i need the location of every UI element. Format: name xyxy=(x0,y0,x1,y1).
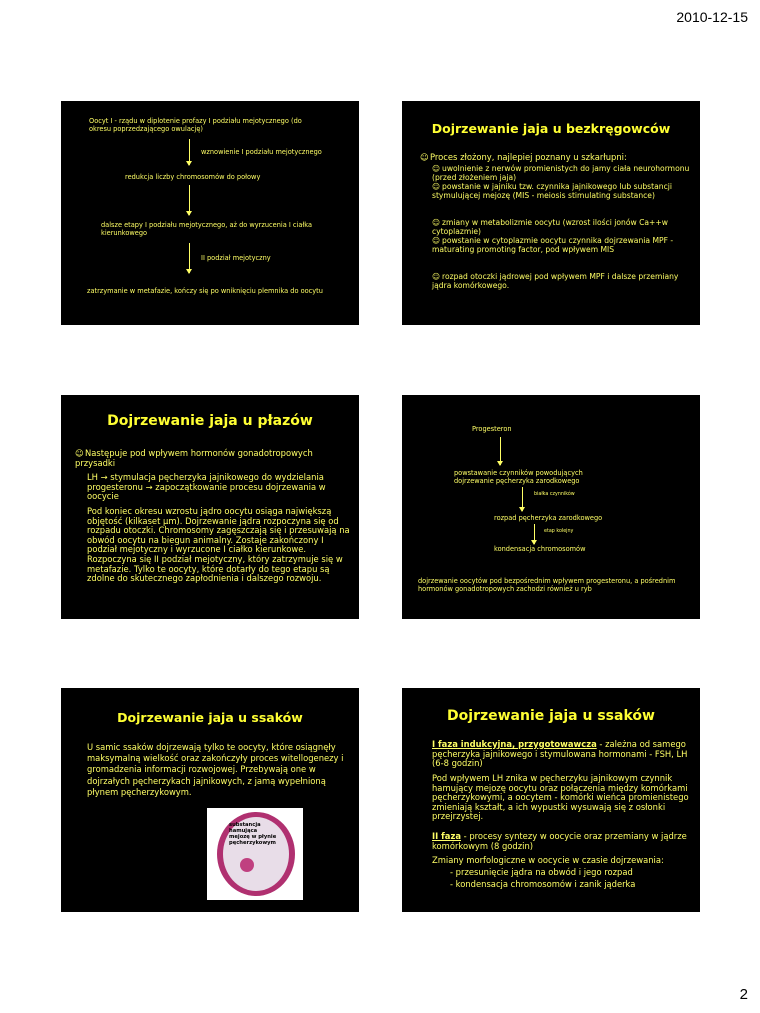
slide-1-oocyte-flow xyxy=(61,101,359,325)
follicle-image-label: substancja hamująca mejozę w płynie pęcherzykowym xyxy=(229,822,277,846)
header-date: 2010-12-15 xyxy=(676,9,748,25)
slide1-step5: zatrzymanie w metafazie, kończy się po wniknięciu plemnika do oocytu xyxy=(87,287,323,295)
slide4-step1: Progesteron xyxy=(472,425,512,433)
slide2-sub-5 xyxy=(432,273,694,290)
smiley-bullet-icon: ☺ xyxy=(420,152,429,162)
slide-4-progesterone-flow xyxy=(402,395,700,619)
smiley-bullet-icon: ☺ xyxy=(432,218,440,227)
slide6-morph: Zmiany morfologiczne w oocycie w czasie dojrzewania: xyxy=(432,855,664,865)
slide4-label1: białka czynników xyxy=(534,492,575,497)
slide4-note: dojrzewanie oocytów pod bezpośrednim wpływem progesteronu, a pośrednim hormonów gonadotropowych zachodzi również u ryb xyxy=(418,577,676,593)
slide1-step1: wznowienie I podziału mejotycznego xyxy=(201,148,322,156)
slide2-sub-4 xyxy=(432,237,694,254)
slide1-line1: Oocyt I - rządu w diplotenie profazy I podziału mejotycznego (do okresu poprzedzającego owulację) xyxy=(89,117,302,133)
slide5-body: U samic ssaków dojrzewają tylko te oocyty, które osiągnęły maksymalną wielkość oraz zakończyły proces witellogenezy i gromadzenia informacji rozwojowej. Przebywają one w dojrzałych pęcherzykach jajnikowych, z jamą wypełnioną płynem pęcherzykowym. xyxy=(87,742,344,797)
slide2-bullet xyxy=(420,153,696,163)
page-number: 2 xyxy=(739,986,748,1003)
slide2-sub-4-text: powstanie w cytoplazmie oocytu czynnika dojrzewania MPF - maturating promoting factor, pod wpływem MIS xyxy=(432,236,674,254)
smiley-bullet-icon: ☺ xyxy=(75,448,84,458)
slide3-para2: Pod koniec okresu wzrostu jądro oocytu osiąga największą objętość (kilkaset µm). Dojrzewanie jądra rozpoczyna się od rozpadu otoczki. Chromosomy zagęszczają się i przesuwają na obwód oocytu na biegun animalny. Zostaje zakończony I podział mejotyczny i wyrzucone I ciałko kierunkowe. Rozpoczyna się II podział mejotyczny, który zatrzymuje się w metafazie. Tylko te oocyty, które dotarły do tego etapu są zdolne do skutecznego zapłodnienia i dalszego rozwoju. xyxy=(87,506,350,584)
smiley-bullet-icon: ☺ xyxy=(432,272,440,281)
slide2-bullet-text: Proces złożony, najlepiej poznany u szkarłupni: xyxy=(430,152,627,162)
flow-arrow xyxy=(534,524,535,544)
slide2-sub-5-text: rozpad otoczki jądrowej pod wpływem MPF i dalsze przemiany jądra komórkowego. xyxy=(432,272,679,290)
oocyte-nucleus xyxy=(240,858,254,872)
slide3-title: Dojrzewanie jaja u płazów xyxy=(107,413,313,429)
slide4-step4: kondensacja chromosomów xyxy=(494,545,586,553)
flow-arrow xyxy=(189,139,190,165)
slide6-phase2 xyxy=(432,832,694,851)
slide6-phase2-text: - procesy syntezy w oocycie oraz przemiany w jądrze komórkowym (8 godzin) xyxy=(432,831,687,851)
slide5-title: Dojrzewanie jaja u ssaków xyxy=(117,710,303,725)
slide1-step2: redukcja liczby chromosomów do połowy xyxy=(125,173,261,181)
slide2-sub-3-text: zmiany w metabolizmie oocytu (wzrost ilości jonów Ca++w cytoplazmie) xyxy=(432,218,668,236)
ovarian-follicle-image xyxy=(207,808,303,900)
slide2-title: Dojrzewanie jaja u bezkręgowców xyxy=(431,121,671,136)
slide4-step3: rozpad pęcherzyka zarodkowego xyxy=(494,514,603,522)
flow-arrow xyxy=(500,437,501,465)
slide6-title: Dojrzewanie jaja u ssaków xyxy=(447,708,655,724)
slide4-step2: powstawanie czynników powodujących dojrzewanie pęcherzyka zarodkowego xyxy=(454,469,583,485)
slide2-sub-3 xyxy=(432,219,694,236)
slide2-sub-1-text: uwolnienie z nerwów promienistych do jamy ciała neurohormonu (przed złożeniem jaja) xyxy=(432,164,690,182)
slide3-bullet-text: Następuje pod wpływem hormonów gonadotropowych przysadki xyxy=(75,448,313,468)
smiley-bullet-icon: ☺ xyxy=(432,182,440,191)
slide6-phase1-label: I faza indukcyjna, przygotowawcza xyxy=(432,739,597,749)
slide-2-invertebrates xyxy=(402,101,700,325)
slide3-para1: LH → stymulacja pęcherzyka jajnikowego do wydzielania progesteronu → zapoczątkowanie procesu dojrzewania w oocycie xyxy=(87,472,326,502)
slide2-sub-1 xyxy=(432,165,694,182)
slide1-step3: dalsze etapy I podziału mejotycznego, aż do wyrzucenia I ciałka kierunkowego xyxy=(101,221,313,237)
smiley-bullet-icon: ☺ xyxy=(432,164,440,173)
slide2-sub-2-text: powstanie w jajniku tzw. czynnika jajnikowego lub substancji stymulującej mejozę (MIS - meiosis stimulating substance) xyxy=(432,182,672,200)
flow-arrow xyxy=(522,487,523,511)
slide6-phase1 xyxy=(432,740,694,769)
slide6-phase2-label: II faza xyxy=(432,831,461,841)
flow-arrow xyxy=(189,243,190,273)
smiley-bullet-icon: ☺ xyxy=(432,236,440,245)
slide3-bullet xyxy=(75,449,355,468)
slide2-sub-2 xyxy=(432,183,694,200)
slide-6-mammals-phases xyxy=(402,688,700,912)
slide4-label2: etap kolejny xyxy=(544,529,574,534)
slide6-item-1: - przesunięcie jądra na obwód i jego rozpad xyxy=(450,867,633,877)
slide6-phase1-text: - zależna od samego pęcherzyka jajnikowego i stymulowana hormonami - FSH, LH (6-8 godzin) xyxy=(432,739,688,769)
slide6-item-2: - kondensacja chromosomów i zanik jąderka xyxy=(450,879,636,889)
slide6-para: Pod wpływem LH znika w pęcherzyku jajnikowym czynnik hamujący mejozę oocytu oraz połączenia między komórkami pęcherzykowymi, a oocytem - komórki wieńca promienistego zmieniają kształt, a ich wypustki wysuwają się z osłonki przejrzystej. xyxy=(432,773,689,822)
slide-5-mammals xyxy=(61,688,359,912)
slide1-step4: II podział mejotyczny xyxy=(201,254,271,262)
flow-arrow xyxy=(189,185,190,215)
slide-3-amphibians xyxy=(61,395,359,619)
